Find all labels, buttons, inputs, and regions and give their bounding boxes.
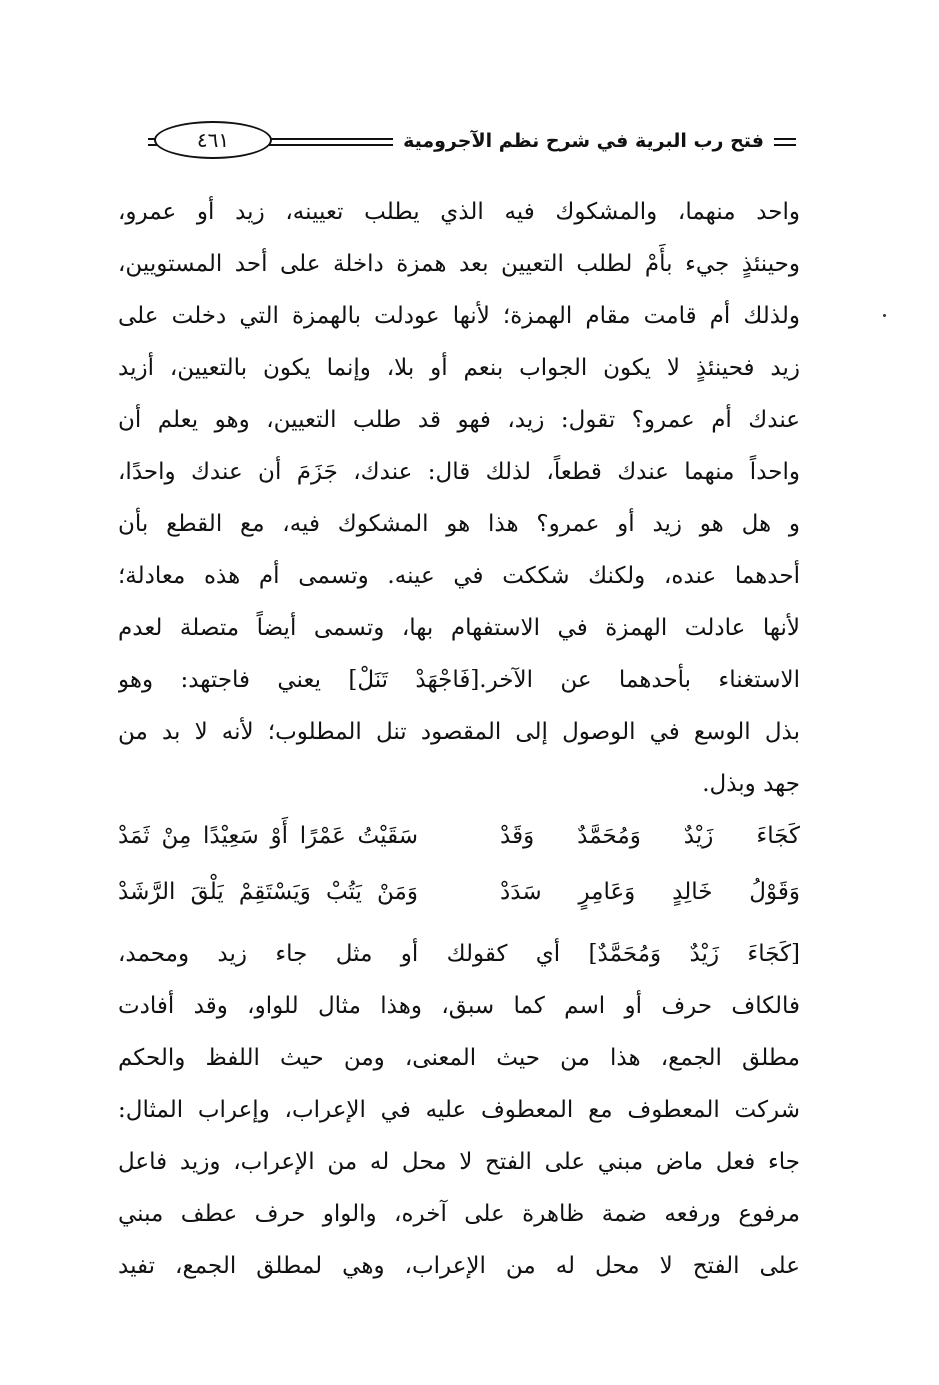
verse-line-1 (118, 808, 800, 864)
text-line: واحداً منهما عندك قطعاً، لذلك قال: عندك، جَزَمَ أن عندك واحدًا، (118, 459, 800, 485)
text-line: جاء فعل ماض مبني على الفتح لا محل له من الإعراب، وزيد فاعل (118, 1149, 800, 1175)
verse-line-2 (118, 864, 800, 920)
text-line: واحد منهما، والمشكوك فيه الذي يطلب تعيينه، زيد أو عمرو، (118, 199, 800, 225)
text-line: بذل الوسع في الوصول إلى المقصود تنل المطلوب؛ لأنه لا بد من (118, 719, 800, 745)
text-line: لأنها عادلت الهمزة في الاستفهام بها، وتسمى أيضاً متصلة لعدم (118, 615, 800, 641)
text-line: زيد فحينئذٍ لا يكون الجواب بنعم أو بلا، وإنما يكون بالتعيين، أزيد (118, 355, 800, 381)
text-line: شركت المعطوف مع المعطوف عليه في الإعراب، وإعراب المثال: (118, 1097, 800, 1123)
paragraph-1 (118, 186, 800, 810)
verse-first-hemistich: وَقَوْلُ خَالِدٍ وَعَامِرٍ سَدَدْ (500, 879, 800, 905)
text-line: مطلق الجمع، هذا من حيث المعنى، ومن حيث اللفظ والحكم (118, 1045, 800, 1071)
text-line: [كَجَاءَ زَيْدٌ وَمُحَمَّدٌ] أي كقولك أو مثل جاء زيد ومحمد، (118, 941, 800, 967)
text-line: وحينئذٍ جيء بأَمْ لطلب التعيين بعد همزة داخلة على أحد المستويين، (118, 251, 800, 277)
text-line: جهد وبذل. (702, 771, 800, 797)
text-line: مرفوع ورفعه ضمة ظاهرة على آخره، والواو حرف عطف مبني (118, 1201, 800, 1227)
page-header (148, 118, 796, 164)
text-line: ولذلك أم قامت مقام الهمزة؛ لأنها عودلت بالهمزة التي دخلت على (118, 303, 800, 329)
running-title: فتح رب البرية في شرح نظم الآجرومية (393, 124, 774, 158)
margin-dot (883, 314, 886, 317)
text-line: و هل هو زيد أو عمرو؟ هذا هو المشكوك فيه، مع القطع بأن (118, 511, 800, 537)
text-line: عندك أم عمرو؟ تقول: زيد، فهو قد طلب التعيين، وهو يعلم أن (118, 407, 800, 433)
verse-second-hemistich: وَمَنْ يَتُبْ وَيَسْتَقِمْ يَلْقَ الرَّشَدْ (118, 879, 418, 905)
page-number: ٤٦١ (154, 121, 272, 159)
poem-verse (118, 808, 800, 920)
text-line: أحدهما عنده، ولكنك شككت في عينه. وتسمى أم هذه معادلة؛ (118, 563, 800, 589)
verse-first-hemistich: كَجَاءَ زَيْدٌ وَمُحَمَّدٌ وَقَدْ (500, 823, 800, 849)
text-line: على الفتح لا محل له من الإعراب، وهي لمطلق الجمع، تفيد (118, 1253, 800, 1279)
verse-second-hemistich: سَقَيْتُ عَمْرًا أَوْ سَعِيْدًا مِنْ ثَمَدْ (118, 823, 418, 849)
paragraph-2 (118, 928, 800, 1292)
text-line: فالكاف حرف أو اسم كما سبق، وهذا مثال للواو، وقد أفادت (118, 993, 800, 1019)
text-line: الاستغناء بأحدهما عن الآخر.[فَاجْهَدْ تَنَلْ] يعني فاجتهد: وهو (118, 667, 800, 693)
